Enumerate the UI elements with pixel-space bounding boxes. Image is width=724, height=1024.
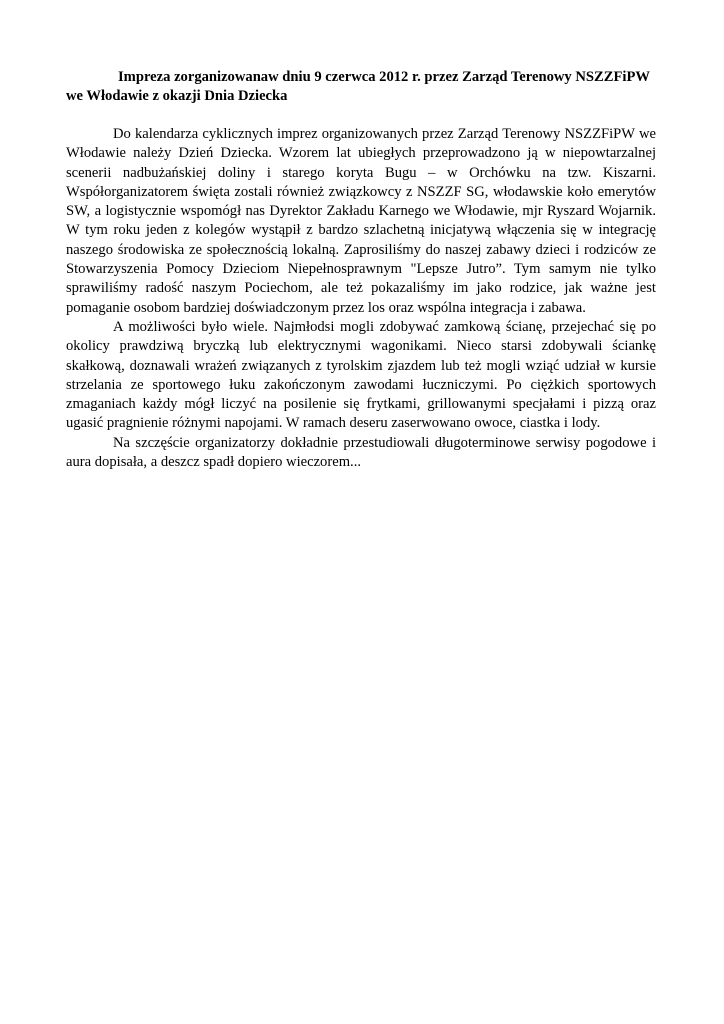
document-body bbox=[66, 68, 656, 472]
paragraph-1: Do kalendarza cyklicznych imprez organizowanych przez Zarząd Terenowy NSZZFiPW we Włodawie należy Dzień Dziecka. Wzorem lat ubiegłych przeprowadzono ją w niepowtarzalnej scenerii nadbużańskiej doliny i starego koryta Bugu – w Orchówku na tzw. Kiszarni. Współorganizatorem święta zostali również związkowcy z NSZZF SG, włodawskie koło emerytów SW, a logistycznie wspomógł nas Dyrektor Zakładu Karnego we Włodawie, mjr Ryszard Wojarnik. W tym roku jeden z kolegów wystąpił z bardzo szlachetną inicjatywą włączenia się w integrację naszego środowiska ze społecznością lokalną. Zaprosiliśmy do naszej zabawy dzieci i rodziców ze Stowarzyszenia Pomocy Dzieciom Niepełnosprawnym "Lepsze Jutro”. Tym samym nie tylko sprawiliśmy radość naszym Pociechom, ale też pokazaliśmy im jako rodzice, jak ważne jest pomaganie osobom bardziej doświadczonym przez los oraz wspólna integracja i zabawa. bbox=[66, 126, 656, 316]
title-line-1: Impreza zorganizowanaw dniu 9 czerwca 2012 r. przez Zarząd Terenowy NSZZFiPW bbox=[118, 69, 650, 85]
paragraph-3: Na szczęście organizatorzy dokładnie przestudiowali długoterminowe serwisy pogodowe i aura dopisała, a deszcz spadł dopiero wieczorem... bbox=[66, 434, 656, 471]
title-line-2: we Włodawie z okazji Dnia Dziecka bbox=[66, 88, 288, 104]
document-title bbox=[66, 68, 656, 106]
title-spacer bbox=[66, 106, 656, 125]
paragraph-2: A możliwości było wiele. Najmłodsi mogli zdobywać zamkową ścianę, przejechać się po okolicy prawdziwą bryczką lub elektrycznymi wagonikami. Nieco starsi zdobywali ściankę skałkową, doznawali wrażeń związanych z tyrolskim zjazdem lub też mogli wziąć udział w kursie strzelania ze sportowego łuku zakończonym zawodami łuczniczymi. Po ciężkich sportowych zmaganiach każdy mógł liczyć na posilenie się frytkami, grillowanymi specjałami i pizzą oraz ugasić pragnienie różnymi napojami. W ramach deseru zaserwowano owoce, ciastka i lody. bbox=[66, 318, 656, 432]
